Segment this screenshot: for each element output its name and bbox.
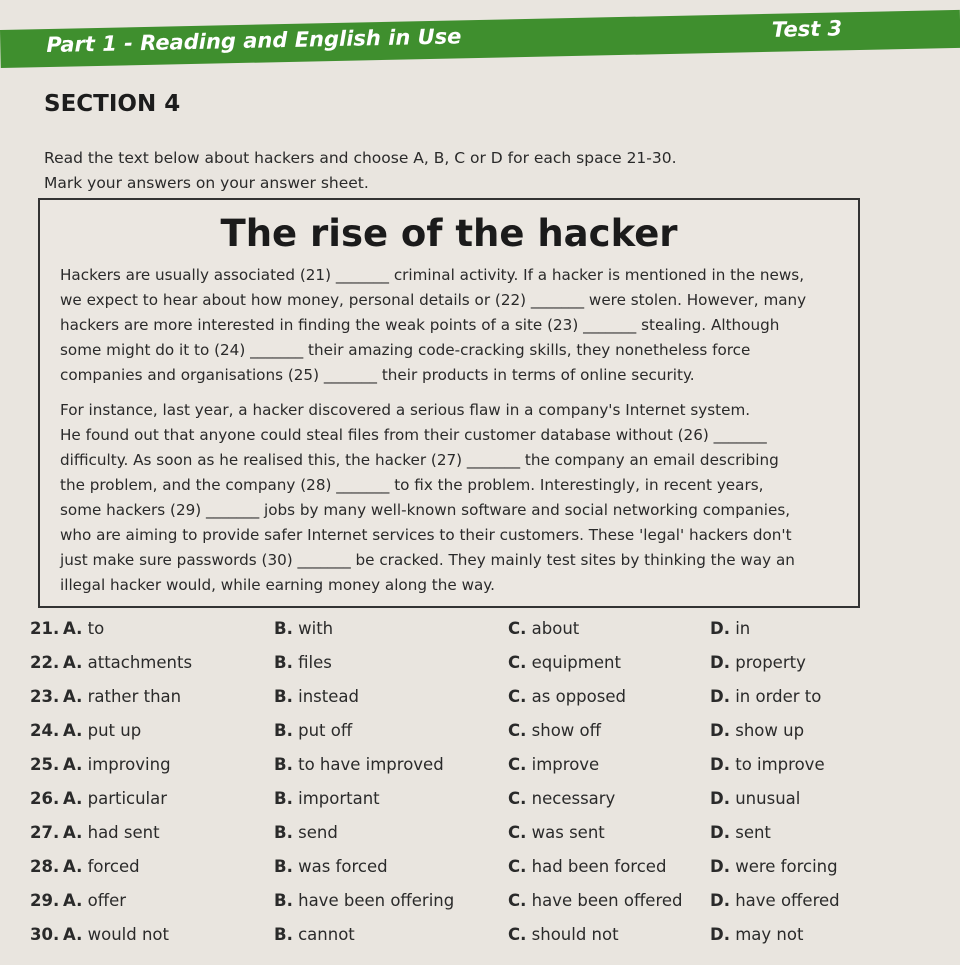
- option-d: D. may not: [710, 925, 804, 944]
- question-row: [30, 715, 930, 749]
- text-line: hackers are more interested in finding the weak points of a site (23) _______ stealing. Although: [60, 316, 780, 334]
- question-row: [30, 749, 930, 783]
- option-b: B. cannot: [274, 925, 355, 944]
- instructions: [44, 146, 804, 196]
- question-number: 22.: [30, 653, 60, 672]
- option-d: D. have offered: [710, 891, 840, 910]
- text-line: illegal hacker would, while earning money along the way.: [60, 576, 495, 594]
- option-a: A. would not: [63, 925, 169, 944]
- option-d: D. unusual: [710, 789, 801, 808]
- article-box: [38, 198, 860, 608]
- option-b: B. instead: [274, 687, 359, 706]
- text-line: we expect to hear about how money, personal details or (22) _______ were stolen. However, many: [60, 291, 807, 309]
- text-line: companies and organisations (25) _______ their products in terms of online security.: [60, 366, 695, 384]
- option-a: A. improving: [63, 755, 171, 774]
- text-line: some might do it to (24) _______ their amazing code-cracking skills, they nonetheless force: [60, 341, 751, 359]
- text-line: just make sure passwords (30) _______ be cracked. They mainly test sites by thinking the way an: [60, 551, 795, 569]
- question-number: 27.: [30, 823, 60, 842]
- option-b: B. important: [274, 789, 380, 808]
- option-b: B. have been offering: [274, 891, 455, 910]
- option-c: C. necessary: [508, 789, 616, 808]
- article-paragraph-2: [60, 398, 844, 598]
- header-banner: [0, 10, 960, 68]
- test-label: Test 3: [771, 16, 843, 42]
- option-c: C. improve: [508, 755, 600, 774]
- question-number: 28.: [30, 857, 60, 876]
- question-number: 21.: [30, 619, 60, 638]
- option-b: B. send: [274, 823, 338, 842]
- question-row: [30, 919, 930, 953]
- text-line: He found out that anyone could steal files from their customer database without (26) _______: [60, 426, 767, 444]
- question-row: [30, 851, 930, 885]
- option-a: A. had sent: [63, 823, 160, 842]
- question-row: [30, 681, 930, 715]
- option-a: A. offer: [63, 891, 127, 910]
- text-line: For instance, last year, a hacker discovered a serious flaw in a company's Internet system.: [60, 401, 751, 419]
- option-b: B. to have improved: [274, 755, 444, 774]
- text-line: the problem, and the company (28) _______ to fix the problem. Interestingly, in recent years,: [60, 476, 764, 494]
- option-a: A. to: [63, 619, 105, 638]
- text-line: some hackers (29) _______ jobs by many well-known software and social networking companies,: [60, 501, 791, 519]
- section-title: SECTION 4: [44, 91, 181, 117]
- question-row: [30, 613, 930, 647]
- option-d: D. to improve: [710, 755, 825, 774]
- option-c: C. had been forced: [508, 857, 667, 876]
- question-row: [30, 783, 930, 817]
- option-c: C. about: [508, 619, 580, 638]
- option-c: C. as opposed: [508, 687, 626, 706]
- option-b: B. was forced: [274, 857, 388, 876]
- question-number: 26.: [30, 789, 60, 808]
- text-line: Hackers are usually associated (21) _______ criminal activity. If a hacker is mentioned in the news,: [60, 266, 805, 284]
- question-row: [30, 647, 930, 681]
- instruction-line: Read the text below about hackers and choose A, B, C or D for each space 21-30.: [44, 149, 677, 167]
- option-b: B. files: [274, 653, 332, 672]
- option-b: B. with: [274, 619, 334, 638]
- option-c: C. have been offered: [508, 891, 683, 910]
- question-row: [30, 817, 930, 851]
- question-row: [30, 885, 930, 919]
- question-number: 30.: [30, 925, 60, 944]
- option-a: A. particular: [63, 789, 168, 808]
- option-c: C. should not: [508, 925, 619, 944]
- option-c: C. equipment: [508, 653, 621, 672]
- part-label: Part 1 - Reading and English in Use: [46, 24, 462, 58]
- option-d: D. property: [710, 653, 806, 672]
- option-d: D. sent: [710, 823, 771, 842]
- option-d: D. in: [710, 619, 751, 638]
- answer-options: [30, 613, 930, 953]
- option-a: A. put up: [63, 721, 142, 740]
- article-title: The rise of the hacker: [220, 212, 678, 255]
- option-b: B. put off: [274, 721, 353, 740]
- text-line: difficulty. As soon as he realised this, the hacker (27) _______ the company an email describing: [60, 451, 779, 469]
- question-number: 24.: [30, 721, 60, 740]
- option-d: D. were forcing: [710, 857, 838, 876]
- question-number: 25.: [30, 755, 60, 774]
- question-number: 23.: [30, 687, 60, 706]
- option-c: C. was sent: [508, 823, 605, 842]
- option-d: D. show up: [710, 721, 805, 740]
- option-a: A. forced: [63, 857, 140, 876]
- option-a: A. rather than: [63, 687, 182, 706]
- text-line: who are aiming to provide safer Internet services to their customers. These 'legal' hackers don't: [60, 526, 792, 544]
- article-paragraph-1: [60, 263, 844, 388]
- question-number: 29.: [30, 891, 60, 910]
- instruction-line: Mark your answers on your answer sheet.: [44, 174, 369, 192]
- option-d: D. in order to: [710, 687, 822, 706]
- option-a: A. attachments: [63, 653, 193, 672]
- option-c: C. show off: [508, 721, 601, 740]
